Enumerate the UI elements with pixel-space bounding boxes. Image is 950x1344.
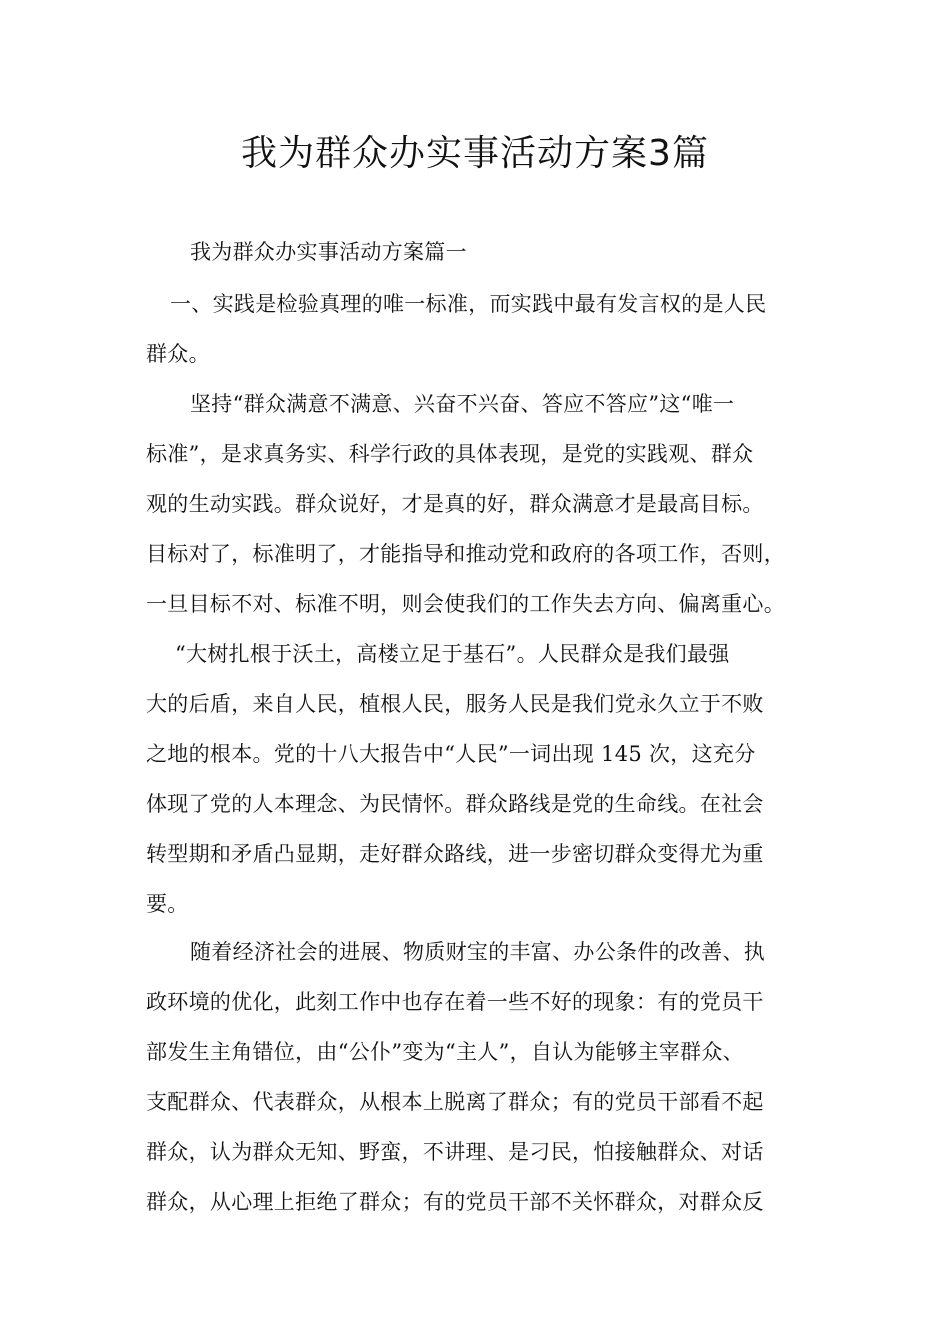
paragraph-line: 之地的根本。党的十八大报告中“人民”一词出现 145 次，这充分 xyxy=(146,742,756,766)
paragraph-line: 支配群众、代表群众，从根本上脱离了群众；有的党员干部看不起 xyxy=(146,1090,764,1114)
section-heading: 我为群众办实事活动方案篇一 xyxy=(190,240,467,264)
paragraph-line: 体现了党的人本理念、为民情怀。群众路线是党的生命线。在社会 xyxy=(146,792,764,816)
paragraph-line: 群众，认为群众无知、野蛮，不讲理、是刁民，怕接触群众、对话 xyxy=(146,1140,764,1164)
paragraph-line: 转型期和矛盾凸显期，走好群众路线，进一步密切群众变得尤为重 xyxy=(146,842,764,866)
paragraph-line: 一、实践是检验真理的唯一标准，而实践中最有发言权的是人民 xyxy=(170,292,767,316)
paragraph-line: 随着经济社会的进展、物质财宝的丰富、办公条件的改善、执 xyxy=(190,940,766,964)
paragraph-line: 观的生动实践。群众说好，才是真的好，群众满意才是最高目标。 xyxy=(146,492,764,516)
paragraph-line: 群众，从心理上拒绝了群众；有的党员干部不关怀群众，对群众反 xyxy=(146,1190,764,1214)
paragraph-line: 政环境的优化，此刻工作中也存在着一些不好的现象：有的党员干 xyxy=(146,990,764,1014)
paragraph-line: “大树扎根于沃土，高楼立足于基石”。人民群众是我们最强 xyxy=(175,642,730,666)
paragraph-line: 群众。 xyxy=(146,342,210,366)
paragraph-line: 标准”，是求真务实、科学行政的具体表现，是党的实践观、群众 xyxy=(146,442,754,466)
paragraph-line: 目标对了，标准明了，才能指导和推动党和政府的各项工作，否则， xyxy=(146,542,785,566)
paragraph-line: 大的后盾，来自人民，植根人民，服务人民是我们党永久立于不败 xyxy=(146,692,764,716)
paragraph-line: 一旦目标不对、标准不明，则会使我们的工作失去方向、偏离重心。 xyxy=(146,592,785,616)
paragraph-line: 部发生主角错位，由“公仆”变为“主人”，自认为能够主宰群众、 xyxy=(146,1040,744,1064)
document-title: 我为群众办实事活动方案3篇 xyxy=(241,133,709,174)
paragraph-line: 要。 xyxy=(146,892,189,916)
paragraph-line: 坚持“群众满意不满意、兴奋不兴奋、答应不答应”这“唯一 xyxy=(190,392,735,416)
